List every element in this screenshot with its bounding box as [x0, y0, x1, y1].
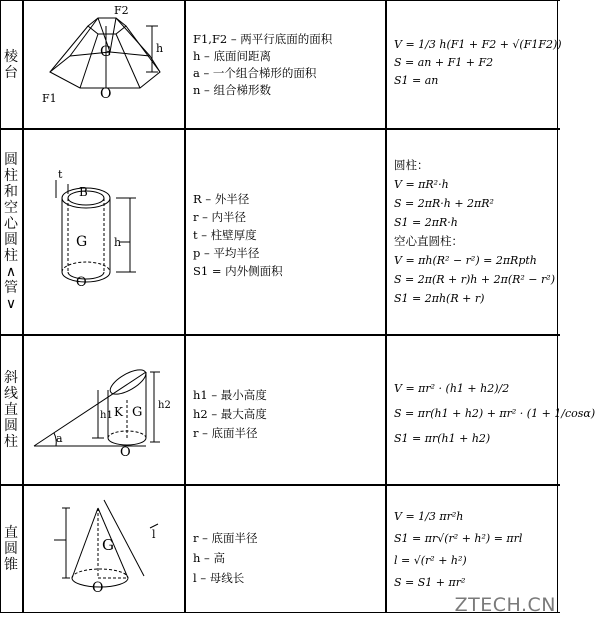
formula-line: S = 2π(R + r)h + 2π(R² − r²): [394, 273, 555, 286]
formula-heading: 空心直圆柱：: [394, 234, 463, 248]
formula-heading: 圆柱：: [394, 158, 429, 172]
figure-label: K: [114, 405, 123, 419]
formula-line: l = √(r² + h²): [394, 554, 467, 567]
figure-label: h: [114, 236, 122, 249]
column-divider: [557, 0, 558, 613]
variable-line: t – 柱壁厚度: [193, 228, 257, 242]
cone-figure: [40, 494, 180, 608]
figure-label: h1: [100, 410, 113, 421]
formula-line: S = an + F1 + F2: [394, 56, 494, 69]
variables-frustum: [193, 31, 332, 99]
row-divider: [0, 334, 560, 336]
formula-line: S1 = 2πh(R + r): [394, 292, 485, 305]
variable-line: h2 – 最大高度: [193, 407, 267, 421]
variable-line: R – 外半径: [193, 192, 250, 206]
variable-line: p – 平均半径: [193, 246, 260, 260]
formula-line: S1 = 2πR·h: [394, 216, 458, 229]
row-divider: [0, 484, 560, 486]
formula-line: V = 1/3 πr²h: [394, 510, 464, 523]
formulas-frustum: [394, 36, 562, 90]
formula-line: V = πR²·h: [394, 178, 449, 191]
variables-cone: [193, 528, 258, 588]
watermark: ZTECH.CN: [454, 594, 556, 616]
figure-label: h2: [158, 400, 171, 411]
shape-name-frustum: 棱 台: [4, 48, 18, 81]
formula-line: V = πr² · (h1 + h2)/2: [394, 382, 510, 395]
figure-label: t: [58, 168, 63, 181]
figure-label: B: [79, 185, 88, 199]
variables-oblique-cylinder: [193, 386, 267, 443]
row-divider: [0, 128, 560, 130]
row-divider: [0, 0, 560, 1]
shape-name-cylinder-tube: 圆 柱 和 空 心 圆 柱 ∧ 管 ∨: [4, 152, 18, 312]
variable-line: F1,F2 – 两平行底面的面积: [193, 32, 333, 46]
figure-label: F1: [42, 92, 57, 105]
variable-line: l – 母线长: [193, 571, 245, 585]
frustum-figure: [40, 6, 180, 124]
figure-label: O: [92, 580, 104, 596]
shape-name-cone: 直 圆 锥: [4, 525, 18, 573]
figure-label: F2: [114, 4, 129, 17]
figure-label: G: [102, 536, 114, 554]
figure-label: O: [100, 86, 112, 102]
figure-label: h: [156, 42, 164, 55]
variable-line: h – 高: [193, 551, 225, 565]
variable-line: n – 组合梯形数: [193, 83, 271, 97]
formulas-cone: [394, 506, 522, 594]
oblique-cylinder-figure: [28, 360, 178, 470]
figure-label: l: [152, 528, 156, 541]
variable-line: S1 = 内外侧面积: [193, 264, 283, 278]
formula-line: S1 = πr(h1 + h2): [394, 432, 491, 445]
formula-line: V = 1/3 h(F1 + F2 + √(F1F2)): [394, 38, 562, 51]
figure-label: G: [132, 405, 143, 420]
variables-cylinder-tube: [193, 190, 283, 280]
variable-line: r – 底面半径: [193, 531, 258, 545]
formula-line: S1 = an: [394, 74, 439, 87]
variable-line: a – 一个组合梯形的面积: [193, 66, 317, 80]
formula-line: S = πr(h1 + h2) + πr² · (1 + 1/cosα): [394, 407, 595, 420]
formula-line: S = 2πR·h + 2πR²: [394, 197, 494, 210]
column-divider: [385, 0, 387, 613]
formula-line: V = πh(R² − r²) = 2πRpth: [394, 254, 537, 267]
column-divider: [22, 0, 24, 613]
shape-name-oblique-cylinder: 斜 线 直 圆 柱: [4, 370, 18, 450]
variable-line: h – 底面间距离: [193, 49, 271, 63]
figure-label: a: [56, 432, 63, 445]
column-divider: [184, 0, 186, 613]
figure-label: G: [76, 234, 88, 250]
figure-label: G: [100, 44, 112, 60]
figure-label: O: [120, 445, 131, 460]
formula-line: S = S1 + πr²: [394, 576, 466, 589]
cylinder-figure: [46, 170, 176, 300]
formulas-oblique-cylinder: [394, 376, 595, 451]
formulas-cylinder-tube: [394, 156, 555, 308]
variable-line: r – 内半径: [193, 210, 247, 224]
formula-line: S1 = πr√(r² + h²) = πrl: [394, 532, 523, 545]
variable-line: h1 – 最小高度: [193, 388, 267, 402]
figure-label: O: [76, 275, 87, 290]
variable-line: r – 底面半径: [193, 426, 258, 440]
